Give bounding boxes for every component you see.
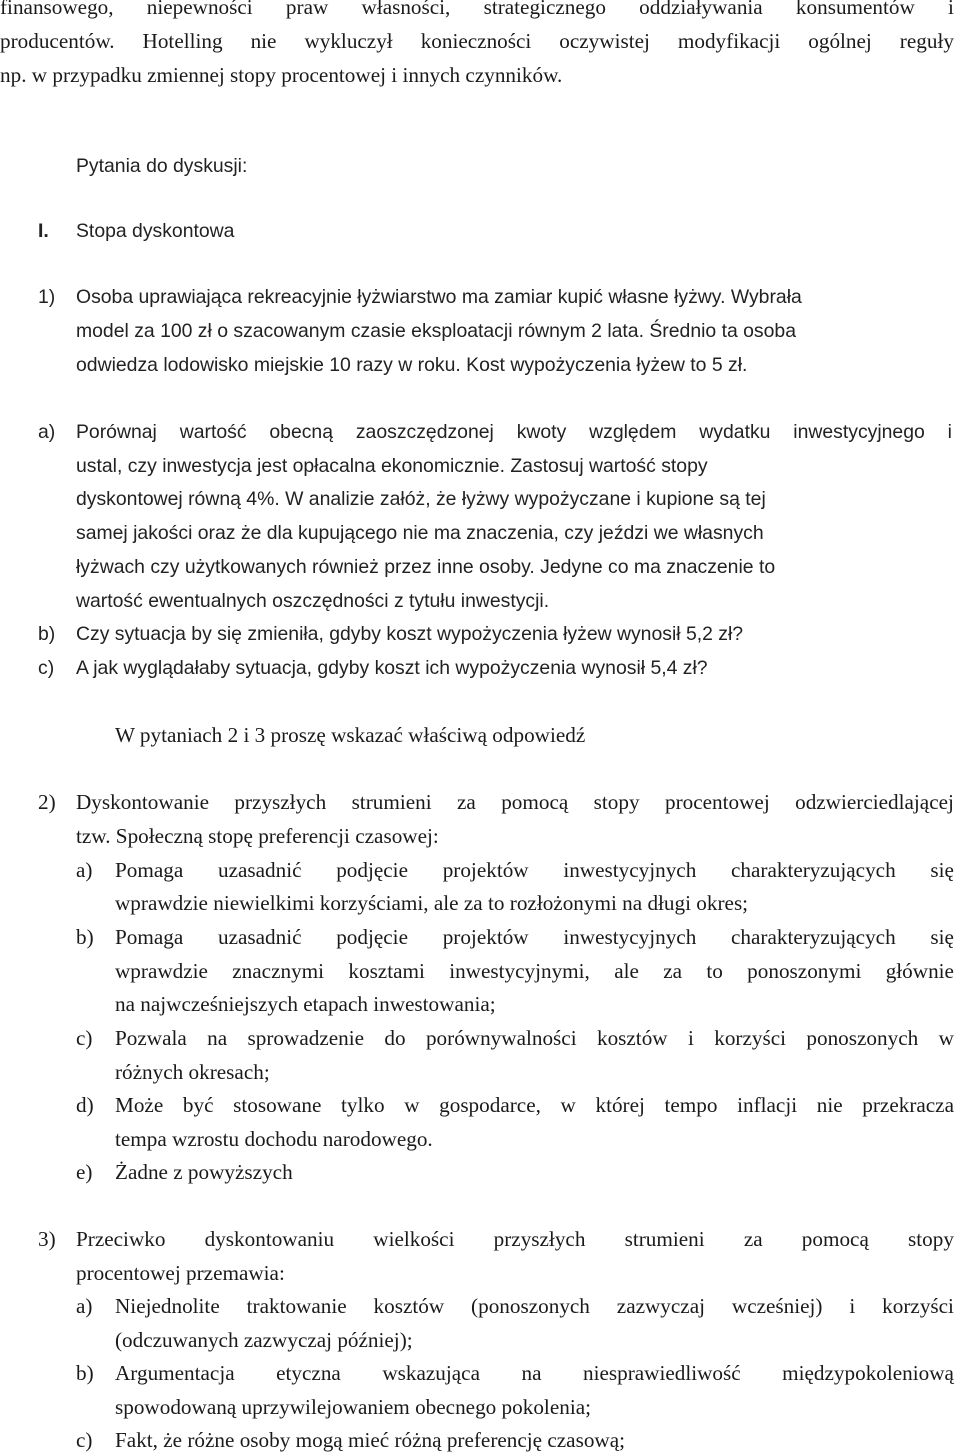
word: procentowej bbox=[664, 790, 770, 814]
q1-line-2: model za 100 zł o szacowanym czasie eksploatacji równym 2 lata. Średnio ta osoba bbox=[76, 320, 796, 342]
q2-number: 2) bbox=[38, 790, 56, 814]
word: i bbox=[947, 421, 952, 443]
word: pomocą bbox=[801, 1227, 869, 1251]
word: korzyści bbox=[714, 1026, 787, 1050]
word: Pomaga bbox=[115, 925, 184, 949]
q3-option-c-label: c) bbox=[76, 1428, 93, 1452]
q3-option-b-label: b) bbox=[76, 1361, 94, 1385]
word: pomocą bbox=[501, 790, 569, 814]
word: finansowego, bbox=[0, 0, 114, 19]
word: stopy bbox=[908, 1227, 954, 1251]
instruction-text: W pytaniach 2 i 3 proszę wskazać właściwą odpowiedź bbox=[115, 723, 586, 747]
word: zaoszczędzonej bbox=[355, 421, 494, 443]
word: traktowanie bbox=[246, 1294, 347, 1318]
word: kosztami bbox=[348, 959, 425, 983]
word: się bbox=[930, 925, 954, 949]
word: wprawdzie bbox=[115, 959, 208, 983]
q1-a-line-3: dyskontowej równą 4%. W analizie załóż, że łyżwy wypożyczane i kupione są tej bbox=[76, 488, 766, 510]
word: międzypokoleniową bbox=[782, 1361, 954, 1385]
word: Argumentacja bbox=[115, 1361, 235, 1385]
word: inflacji bbox=[737, 1093, 798, 1117]
word: oddziaływania bbox=[639, 0, 763, 19]
word: inwestycyjnych bbox=[563, 858, 697, 882]
q1-b-label: b) bbox=[38, 623, 56, 645]
word: której bbox=[595, 1093, 645, 1117]
discussion-heading: Pytania do dyskusji: bbox=[76, 155, 248, 177]
q2-option-e-text: Żadne z powyższych bbox=[115, 1160, 293, 1184]
word: znacznymi bbox=[232, 959, 325, 983]
word: stosowane bbox=[233, 1093, 322, 1117]
word: do bbox=[384, 1026, 406, 1050]
word: Może bbox=[115, 1093, 164, 1117]
word: korzyści bbox=[882, 1294, 954, 1318]
word: projektów bbox=[442, 858, 529, 882]
q2-option-c-line-2: różnych okresach; bbox=[115, 1060, 270, 1084]
word: w bbox=[560, 1093, 576, 1117]
word: ogólnej bbox=[808, 29, 872, 53]
word: etyczna bbox=[276, 1361, 341, 1385]
q3-line-2: procentowej przemawia: bbox=[76, 1261, 285, 1285]
word: za bbox=[743, 1227, 763, 1251]
word: (ponoszonych bbox=[471, 1294, 590, 1318]
word: inwestycyjnych bbox=[563, 925, 697, 949]
word: tylko bbox=[341, 1093, 385, 1117]
word: ponoszonych bbox=[806, 1026, 919, 1050]
q1-a-line-5: łyżwach czy użytkowanych również przez inne osoby. Jedyne co ma znaczenie to bbox=[76, 556, 776, 578]
word: odzwierciedlającej bbox=[795, 790, 954, 814]
q1-line-1: Osoba uprawiająca rekreacyjnie łyżwiarstwo ma zamiar kupić własne łyżwy. Wybrała bbox=[76, 286, 802, 308]
word: głównie bbox=[885, 959, 954, 983]
word: tempo bbox=[664, 1093, 718, 1117]
word: stopy bbox=[593, 790, 640, 814]
word: nie bbox=[250, 29, 277, 53]
word: Niejednolite bbox=[115, 1294, 220, 1318]
word: ponoszonymi bbox=[747, 959, 862, 983]
word: uzasadnić bbox=[217, 858, 302, 882]
q1-a-line-4: samej jakości oraz że dla kupującego nie ma znaczenia, czy jeździ we własnych bbox=[76, 522, 764, 544]
word: podjęcie bbox=[336, 925, 408, 949]
q2-option-d-line-2: tempa wzrostu dochodu narodowego. bbox=[115, 1127, 433, 1151]
word: porównywalności bbox=[425, 1026, 577, 1050]
word: ale bbox=[614, 959, 639, 983]
word: Przeciwko bbox=[76, 1227, 166, 1251]
q2-option-e-label: e) bbox=[76, 1160, 93, 1184]
word: wskazująca bbox=[382, 1361, 480, 1385]
section-numeral: I. bbox=[38, 220, 49, 242]
word: obecną bbox=[269, 421, 333, 443]
q3-option-a-line-1 bbox=[115, 1296, 954, 1317]
q1-c-label: c) bbox=[38, 657, 55, 679]
word: Porównaj bbox=[76, 421, 157, 443]
word: projektów bbox=[442, 925, 529, 949]
word: względem bbox=[589, 421, 677, 443]
q1-number: 1) bbox=[38, 286, 56, 308]
q2-option-c-line-1 bbox=[115, 1028, 954, 1049]
word: sprowadzenie bbox=[247, 1026, 365, 1050]
word: być bbox=[182, 1093, 214, 1117]
q2-option-a-line-1 bbox=[115, 860, 954, 881]
word: konieczności bbox=[420, 29, 532, 53]
word: strumieni bbox=[624, 1227, 705, 1251]
q2-option-a-line-2: wprawdzie niewielkimi korzyściami, ale za to rozłożonymi na długi okres; bbox=[115, 891, 749, 915]
word: dyskontowaniu bbox=[204, 1227, 335, 1251]
q1-b-text: Czy sytuacja by się zmieniła, gdyby koszt wypożyczenia łyżew wynosił 5,2 zł? bbox=[76, 623, 744, 645]
word: na bbox=[207, 1026, 228, 1050]
q3-option-c-text: Fakt, że różne osoby mogą mieć różną preferencję czasową; bbox=[115, 1428, 626, 1452]
q1-a-line-1 bbox=[76, 423, 952, 442]
word: modyfikacji bbox=[677, 29, 781, 53]
q2-option-b-line-1 bbox=[115, 927, 954, 948]
word: producentów. bbox=[0, 29, 115, 53]
word: za bbox=[457, 790, 476, 814]
word: wcześniej) bbox=[731, 1294, 823, 1318]
q2-option-d-label: d) bbox=[76, 1093, 94, 1117]
word: wielkości bbox=[373, 1227, 455, 1251]
word: nie bbox=[816, 1093, 843, 1117]
q3-option-a-label: a) bbox=[76, 1294, 93, 1318]
word: strumieni bbox=[351, 790, 432, 814]
word: w bbox=[404, 1093, 420, 1117]
word: inwestycyjnego bbox=[793, 421, 925, 443]
word: wykluczył bbox=[304, 29, 393, 53]
word: i bbox=[687, 1026, 694, 1050]
q2-option-b-line-2 bbox=[115, 961, 954, 982]
word: własności, bbox=[361, 0, 451, 19]
q3-option-b-line-2: spowodowaną uprzywilejowaniem obecnego pokolenia; bbox=[115, 1395, 591, 1419]
word: wartość bbox=[179, 421, 247, 443]
word: gospodarce, bbox=[439, 1093, 541, 1117]
q1-c-text: A jak wyglądałaby sytuacja, gdyby koszt ich wypożyczenia wynosił 5,4 zł? bbox=[76, 657, 708, 679]
word: przyszłych bbox=[493, 1227, 586, 1251]
word: strategicznego bbox=[483, 0, 606, 19]
q1-a-line-6: wartość ewentualnych oszczędności z tytułu inwestycji. bbox=[76, 590, 550, 612]
word: inwestycyjnymi, bbox=[449, 959, 590, 983]
word: konsumentów bbox=[795, 0, 915, 19]
q3-number: 3) bbox=[38, 1227, 56, 1251]
q2-option-b-label: b) bbox=[76, 925, 94, 949]
q2-option-c-label: c) bbox=[76, 1026, 93, 1050]
word: niesprawiedliwość bbox=[582, 1361, 741, 1385]
intro-line-3: np. w przypadku zmiennej stopy procentowej i innych czynników. bbox=[0, 63, 563, 87]
word: Dyskontowanie bbox=[76, 790, 209, 814]
word: w bbox=[938, 1026, 954, 1050]
q2-option-d-line-1 bbox=[115, 1095, 954, 1116]
word: przekracza bbox=[862, 1093, 954, 1117]
section-title: Stopa dyskontowa bbox=[76, 220, 235, 242]
word: się bbox=[930, 858, 954, 882]
q2-line-1 bbox=[76, 792, 954, 813]
word: wydatku bbox=[699, 421, 771, 443]
word: kosztów bbox=[373, 1294, 445, 1318]
word: charakteryzujących bbox=[731, 925, 896, 949]
word: oczywistej bbox=[559, 29, 650, 53]
word: to bbox=[706, 959, 723, 983]
q1-a-label: a) bbox=[38, 421, 56, 443]
word: Pomaga bbox=[115, 858, 184, 882]
q2-option-b-line-3: na najwcześniejszych etapach inwestowania; bbox=[115, 992, 496, 1016]
q3-line-1 bbox=[76, 1229, 954, 1250]
q3-option-a-line-2: (odczuwanych zazwyczaj później); bbox=[115, 1328, 413, 1352]
word: na bbox=[521, 1361, 542, 1385]
word: i bbox=[948, 0, 954, 19]
word: uzasadnić bbox=[217, 925, 302, 949]
word: zazwyczaj bbox=[616, 1294, 706, 1318]
word: kosztów bbox=[596, 1026, 668, 1050]
word: Pozwala bbox=[115, 1026, 187, 1050]
word: praw bbox=[285, 0, 329, 19]
intro-line-2 bbox=[0, 31, 954, 52]
word: reguły bbox=[899, 29, 954, 53]
word: charakteryzujących bbox=[731, 858, 896, 882]
word: za bbox=[663, 959, 683, 983]
word: Hotelling bbox=[142, 29, 223, 53]
word: przyszłych bbox=[234, 790, 327, 814]
q1-line-3: odwiedza lodowisko miejskie 10 razy w roku. Kost wypożyczenia łyżew to 5 zł. bbox=[76, 354, 748, 376]
intro-line-1 bbox=[0, 0, 954, 18]
word: i bbox=[849, 1294, 856, 1318]
q3-option-b-line-1 bbox=[115, 1363, 954, 1384]
word: podjęcie bbox=[336, 858, 408, 882]
word: kwoty bbox=[516, 421, 567, 443]
q2-option-a-label: a) bbox=[76, 858, 93, 882]
q2-line-2: tzw. Społeczną stopę preferencji czasowej: bbox=[76, 824, 439, 848]
q1-a-line-2: ustal, czy inwestycja jest opłacalna ekonomicznie. Zastosuj wartość stopy bbox=[76, 455, 708, 477]
word: niepewności bbox=[146, 0, 253, 19]
